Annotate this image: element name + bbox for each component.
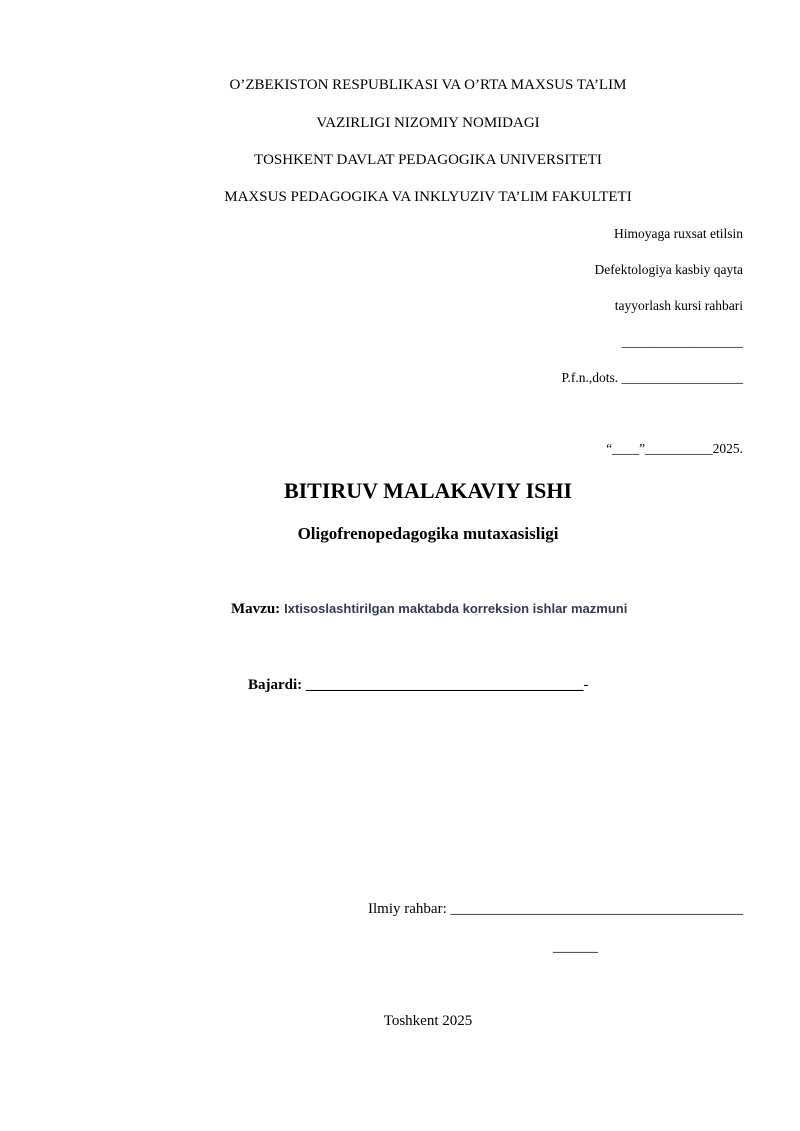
approval-line-3: tayyorlash kursi rahbari xyxy=(614,298,743,313)
author-line xyxy=(248,677,588,694)
approval-position-line: P.f.n.,dots. __________________ xyxy=(561,370,743,385)
topic-value: Ixtisoslashtirilgan maktabda korreksion ishlar mazmuni xyxy=(284,601,628,616)
university-name: TOSHKENT DAVLAT PEDAGOGIKA UNIVERSITETI xyxy=(254,152,602,168)
ministry-name-line-1: O’ZBEKISTON RESPUBLIKASI VA O’RTA MAXSUS TA’LIM xyxy=(229,77,627,93)
ministry-name-line-2: VAZIRLIGI NIZOMIY NOMIDAGI xyxy=(316,115,540,131)
author-label: Bajardi: xyxy=(248,677,303,693)
topic-line xyxy=(231,600,627,618)
specialty-name: Oligofrenopedagogika mutaxasisligi xyxy=(297,524,559,543)
approval-line-1: Himoyaga ruxsat etilsin xyxy=(614,226,743,241)
city-year: Toshkent 2025 xyxy=(383,1013,473,1029)
approval-line-2: Defektologiya kasbiy qayta xyxy=(594,262,743,277)
approval-date-line: “____”__________2025. xyxy=(606,441,743,456)
faculty-name: MAXSUS PEDAGOGIKA VA INKLYUZIV TA’LIM FAKULTETI xyxy=(224,189,632,205)
topic-label: Mavzu: xyxy=(231,601,281,617)
document-title: BITIRUV MALAKAVIY ISHI xyxy=(283,478,573,503)
author-tail: - xyxy=(583,677,589,693)
supervisor-line: Ilmiy rahbar: _______________________________________ xyxy=(368,901,743,917)
supervisor-extra-line: ______ xyxy=(553,939,598,955)
approval-signature-line: __________________ xyxy=(621,334,743,349)
author-blank: _____________________________________ xyxy=(305,677,584,693)
